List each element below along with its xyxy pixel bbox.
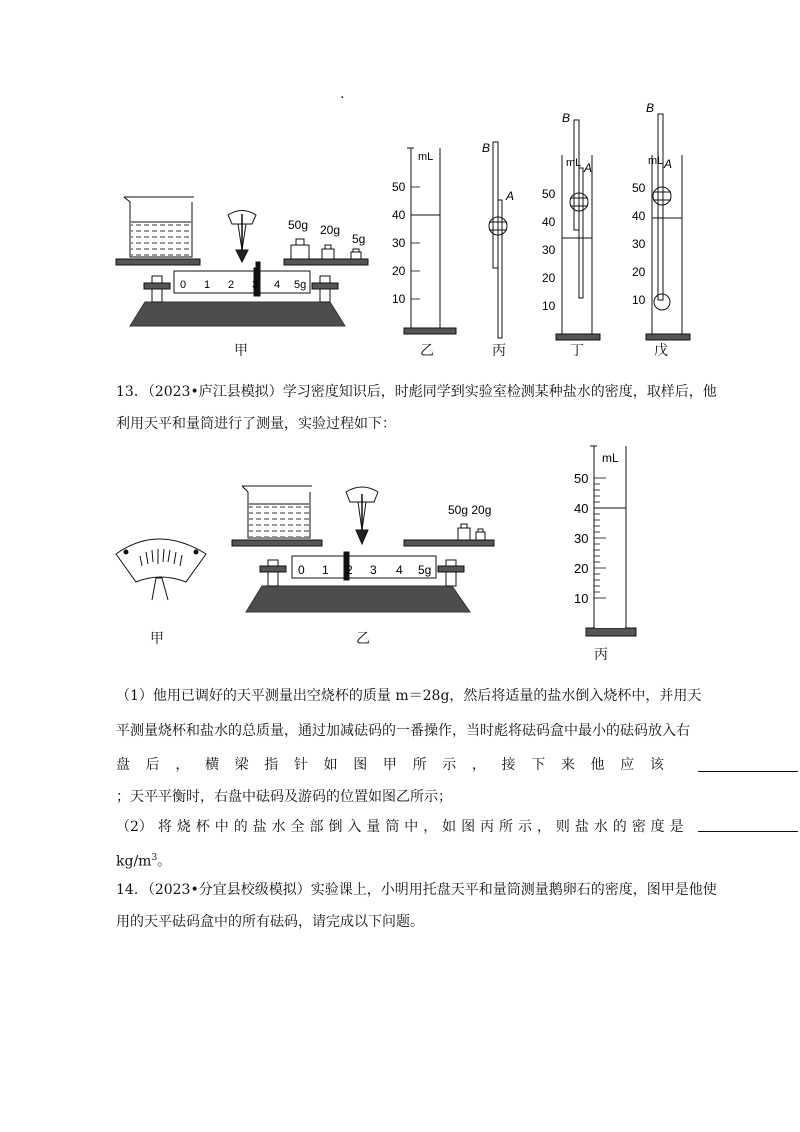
caption-yi: 乙 (420, 343, 434, 359)
q13-line-2: 利用天平和量筒进行了测量，实验过程如下： (116, 416, 396, 432)
cylinder-wu (646, 114, 690, 340)
scale-label: 3 (252, 279, 259, 291)
weight-label: 5g (352, 232, 366, 246)
q13-part1-line-3: 盘 后 ， 横 梁 指 针 如 图 甲 所 示 ， 接 下 来 他 应 该 (116, 757, 664, 773)
q13-part1-line-2: 平测量烧杯和盐水的总质量，通过加减砝码的一番操作，当时彪将砝码盒中最小的砝码放入右 (116, 723, 690, 739)
cylinder-tick: 10 (632, 293, 646, 307)
cylinder-tick: 30 (632, 237, 646, 251)
caption-bing-2: 丙 (594, 647, 608, 663)
cylinder-ding (556, 120, 600, 340)
cylinder-tick: 30 (574, 531, 589, 546)
q13-part2-line-1: （2） 将 烧 杯 中 的 盐 水 全 部 倒 入 量 筒 中 ， 如 图 丙 所 示 ， 则 盐 水 的 密 度 是 (116, 819, 684, 835)
cylinder-tick: 10 (574, 591, 589, 606)
cylinder-tick: 50 (542, 187, 556, 201)
cylinder-tick: 40 (542, 215, 556, 229)
caption-bing: 丙 (492, 343, 506, 359)
weights-label: 50g 20g (448, 503, 492, 517)
q13-part1-line-4: ；天平平衡时，右盘中砝码及游码的位置如图乙所示； (116, 789, 452, 805)
label-a: A (584, 161, 593, 175)
cylinder-tick: 30 (542, 243, 556, 257)
cylinder-tick: 10 (392, 292, 406, 306)
cylinder-unit: mL (566, 157, 582, 169)
scale-label: 5g (294, 279, 307, 291)
scale-label: 4 (396, 563, 403, 577)
label-b: B (646, 101, 655, 115)
cylinder-unit: mL (648, 155, 664, 167)
answer-blank-1[interactable] (698, 771, 798, 772)
answer-blank-2[interactable] (698, 831, 798, 832)
pointer-dial (116, 539, 206, 600)
scale-label: 3 (370, 563, 377, 577)
caption-yi-2: 乙 (356, 631, 370, 647)
cylinder-tick: 50 (392, 180, 406, 194)
cylinder-tick: 50 (574, 471, 589, 486)
label-b: B (562, 111, 571, 125)
scale-label: 4 (274, 279, 281, 291)
cylinder-unit: mL (602, 451, 619, 465)
cylinder-tick: 40 (574, 501, 589, 516)
cylinder-tick: 20 (632, 265, 646, 279)
figure-2 (0, 440, 800, 670)
cylinder-tick: 40 (632, 209, 646, 223)
q13-line-1: 13．（2023•庐江县模拟）学习密度知识后，时彪同学到实验室检测某种盐水的密度，取样后，他 (116, 384, 717, 400)
scale-label: 1 (322, 563, 329, 577)
cylinder-tick: 40 (392, 208, 406, 222)
cylinder-yi (404, 148, 456, 334)
caption-wu: 戊 (654, 343, 668, 359)
scale-label: 5g (418, 563, 432, 577)
cylinder-tick: 50 (632, 181, 646, 195)
q14-line-2: 用的天平砝码盒中的所有砝码，请完成以下问题。 (116, 914, 424, 930)
figure-1 (0, 0, 800, 370)
scale-label: 0 (298, 563, 305, 577)
label-a: A (506, 189, 515, 203)
cylinder-tick: 20 (392, 264, 406, 278)
weight-label: 20g (320, 223, 341, 237)
cylinder-tick: 30 (392, 236, 406, 250)
label-a: A (664, 157, 673, 171)
caption-jia-2: 甲 (150, 631, 164, 647)
cylinder-bing-2 (586, 446, 636, 636)
q14-line-1: 14．（2023•分宜县校级模拟）实验课上，小明用托盘天平和量筒测量鹅卵石的密度，图甲是他使 (116, 882, 717, 898)
weight-label: 50g (288, 218, 309, 232)
scale-label: 0 (180, 279, 187, 291)
rod-bing (489, 142, 507, 338)
scale-label: 1 (204, 279, 211, 291)
q13-part2-line-2: $kg/m^3$。 (116, 853, 172, 870)
caption-jia: 甲 (234, 343, 248, 359)
scale-label: 2 (228, 279, 235, 291)
balance-1 (116, 197, 368, 326)
scale-label: 2 (346, 563, 353, 577)
cylinder-unit: mL (418, 151, 434, 163)
cylinder-tick: 10 (542, 299, 556, 313)
q13-part1-line-1: （1）他用已调好的天平测量出空烧杯的质量 m＝28g，然后将适量的盐水倒入烧杯中，并用天 (116, 688, 702, 704)
label-b: B (482, 141, 491, 155)
cylinder-tick: 20 (574, 561, 589, 576)
caption-ding: 丁 (570, 343, 584, 359)
top-dot: . (340, 86, 345, 102)
cylinder-tick: 20 (542, 271, 556, 285)
